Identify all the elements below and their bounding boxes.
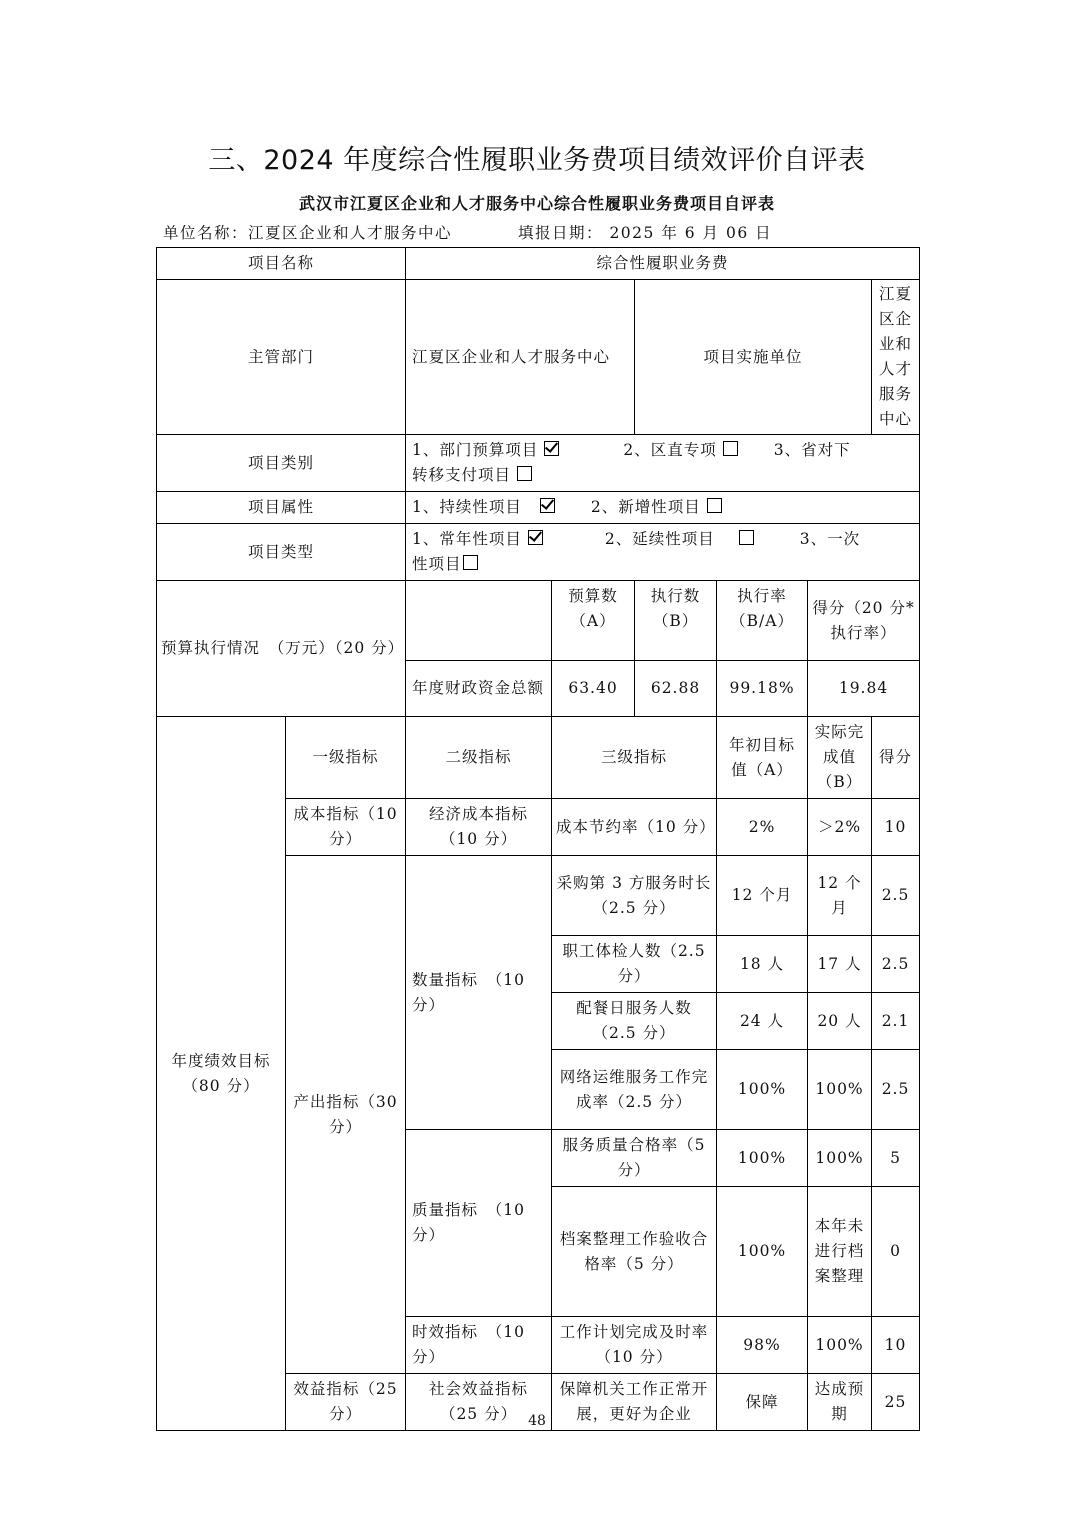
checkbox-checked-icon[interactable] bbox=[528, 530, 543, 545]
output-level1: 产出指标（30 分） bbox=[286, 856, 406, 1374]
evaluation-table bbox=[156, 247, 920, 1431]
type-label: 项目类型 bbox=[157, 524, 406, 581]
category-label: 项目类别 bbox=[157, 435, 406, 492]
checkbox-icon[interactable] bbox=[707, 498, 722, 513]
score-value: 19.84 bbox=[808, 661, 920, 717]
col-score: 得分（20 分*执行率） bbox=[808, 581, 920, 661]
item-target: 98% bbox=[717, 1317, 808, 1374]
item-actual: 100% bbox=[808, 1050, 872, 1130]
rate-value: 99.18% bbox=[717, 661, 808, 717]
form-subtitle: 武汉市江夏区企业和人才服务中心综合性履职业务费项目自评表 bbox=[298, 194, 775, 213]
benefit-level1: 效益指标（25 分） bbox=[286, 1374, 406, 1431]
header-actual: 实际完成值（B） bbox=[808, 717, 872, 799]
item-actual: ＞2% bbox=[808, 799, 872, 856]
budget-label: 预算执行情况 （万元）（20 分） bbox=[157, 581, 406, 717]
dept-value: 江夏区企业和人才服务中心 bbox=[406, 280, 635, 435]
header-level1: 一级指标 bbox=[286, 717, 406, 799]
page-title: 三、2024 年度综合性履职业务费项目绩效评价自评表 bbox=[208, 145, 866, 176]
item-target: 18 人 bbox=[717, 936, 808, 993]
item-name: 档案整理工作验收合格率（5 分） bbox=[552, 1187, 717, 1317]
item-target: 12 个月 bbox=[717, 856, 808, 936]
attr-options: 1、持续性项目 2、新增性项目 bbox=[406, 492, 920, 524]
item-actual: 100% bbox=[808, 1317, 872, 1374]
header-target: 年初目标值（A） bbox=[717, 717, 808, 799]
item-score: 2.5 bbox=[872, 936, 920, 993]
header-level2: 二级指标 bbox=[406, 717, 552, 799]
checkbox-checked-icon[interactable] bbox=[540, 498, 555, 513]
quality-level2: 质量指标 （10 分） bbox=[406, 1130, 552, 1317]
col-budget: 预算数（A） bbox=[552, 581, 635, 661]
qty-level2: 数量指标 （10 分） bbox=[406, 856, 552, 1130]
item-score: 10 bbox=[872, 799, 920, 856]
budget-row-label: 年度财政资金总额 bbox=[406, 661, 552, 717]
header-level3: 三级指标 bbox=[552, 717, 717, 799]
item-actual: 100% bbox=[808, 1130, 872, 1187]
item-target: 保障 bbox=[717, 1374, 808, 1431]
impl-unit-label: 项目实施单位 bbox=[635, 280, 872, 435]
item-target: 24 人 bbox=[717, 993, 808, 1050]
item-score: 5 bbox=[872, 1130, 920, 1187]
checkbox-checked-icon[interactable] bbox=[544, 441, 559, 456]
project-name-label: 项目名称 bbox=[157, 248, 406, 280]
type-options: 1、常年性项目 2、延续性项目 3、一次 性项目 bbox=[406, 524, 920, 581]
social-level2: 社会效益指标（25 分） bbox=[406, 1374, 552, 1431]
item-actual: 12 个月 bbox=[808, 856, 872, 936]
item-actual: 达成预期 bbox=[808, 1374, 872, 1431]
item-name: 成本节约率（10 分） bbox=[552, 799, 717, 856]
item-name: 网络运维服务工作完成率（2.5 分） bbox=[552, 1050, 717, 1130]
exec-value: 62.88 bbox=[635, 661, 717, 717]
time-level2: 时效指标 （10 分） bbox=[406, 1317, 552, 1374]
header-score: 得分 bbox=[872, 717, 920, 799]
item-score: 25 bbox=[872, 1374, 920, 1431]
item-score: 10 bbox=[872, 1317, 920, 1374]
item-score: 2.1 bbox=[872, 993, 920, 1050]
checkbox-icon[interactable] bbox=[723, 441, 738, 456]
item-name: 配餐日服务人数（2.5 分） bbox=[552, 993, 717, 1050]
unit-date-line bbox=[163, 221, 772, 243]
fill-date: 填报日期： 2025 年 6 月 06 日 bbox=[518, 224, 773, 242]
item-actual: 20 人 bbox=[808, 993, 872, 1050]
item-name: 工作计划完成及时率（10 分） bbox=[552, 1317, 717, 1374]
unit-name: 单位名称：江夏区企业和人才服务中心 bbox=[163, 224, 453, 242]
col-exec: 执行数（B） bbox=[635, 581, 717, 661]
item-name: 服务质量合格率（5 分） bbox=[552, 1130, 717, 1187]
item-target: 100% bbox=[717, 1187, 808, 1317]
item-score: 2.5 bbox=[872, 856, 920, 936]
checkbox-icon[interactable] bbox=[517, 466, 532, 481]
checkbox-icon[interactable] bbox=[463, 555, 478, 570]
item-actual: 本年未进行档案整理 bbox=[808, 1187, 872, 1317]
item-name: 保障机关工作正常开展，更好为企业 bbox=[552, 1374, 717, 1431]
item-target: 100% bbox=[717, 1050, 808, 1130]
item-actual: 17 人 bbox=[808, 936, 872, 993]
project-name-value: 综合性履职业务费 bbox=[406, 248, 920, 280]
dept-label: 主管部门 bbox=[157, 280, 406, 435]
impl-unit-value: 江夏区企业和人才服务中心 bbox=[872, 280, 920, 435]
budget-blank bbox=[406, 581, 552, 661]
econ-level2: 经济成本指标（10 分） bbox=[406, 799, 552, 856]
page-number: 48 bbox=[528, 1413, 546, 1429]
item-name: 采购第 3 方服务时长（2.5 分） bbox=[552, 856, 717, 936]
item-target: 2% bbox=[717, 799, 808, 856]
attr-label: 项目属性 bbox=[157, 492, 406, 524]
col-rate: 执行率（B/A） bbox=[717, 581, 808, 661]
item-name: 职工体检人数（2.5 分） bbox=[552, 936, 717, 993]
item-score: 0 bbox=[872, 1187, 920, 1317]
perf-section-label: 年度绩效目标（80 分） bbox=[157, 717, 286, 1431]
cost-level1: 成本指标（10 分） bbox=[286, 799, 406, 856]
item-score: 2.5 bbox=[872, 1050, 920, 1130]
budget-value: 63.40 bbox=[552, 661, 635, 717]
item-target: 100% bbox=[717, 1130, 808, 1187]
checkbox-icon[interactable] bbox=[739, 530, 754, 545]
category-options: 1、部门预算项目 2、区直专项 3、省对下 转移支付项目 bbox=[406, 435, 920, 492]
